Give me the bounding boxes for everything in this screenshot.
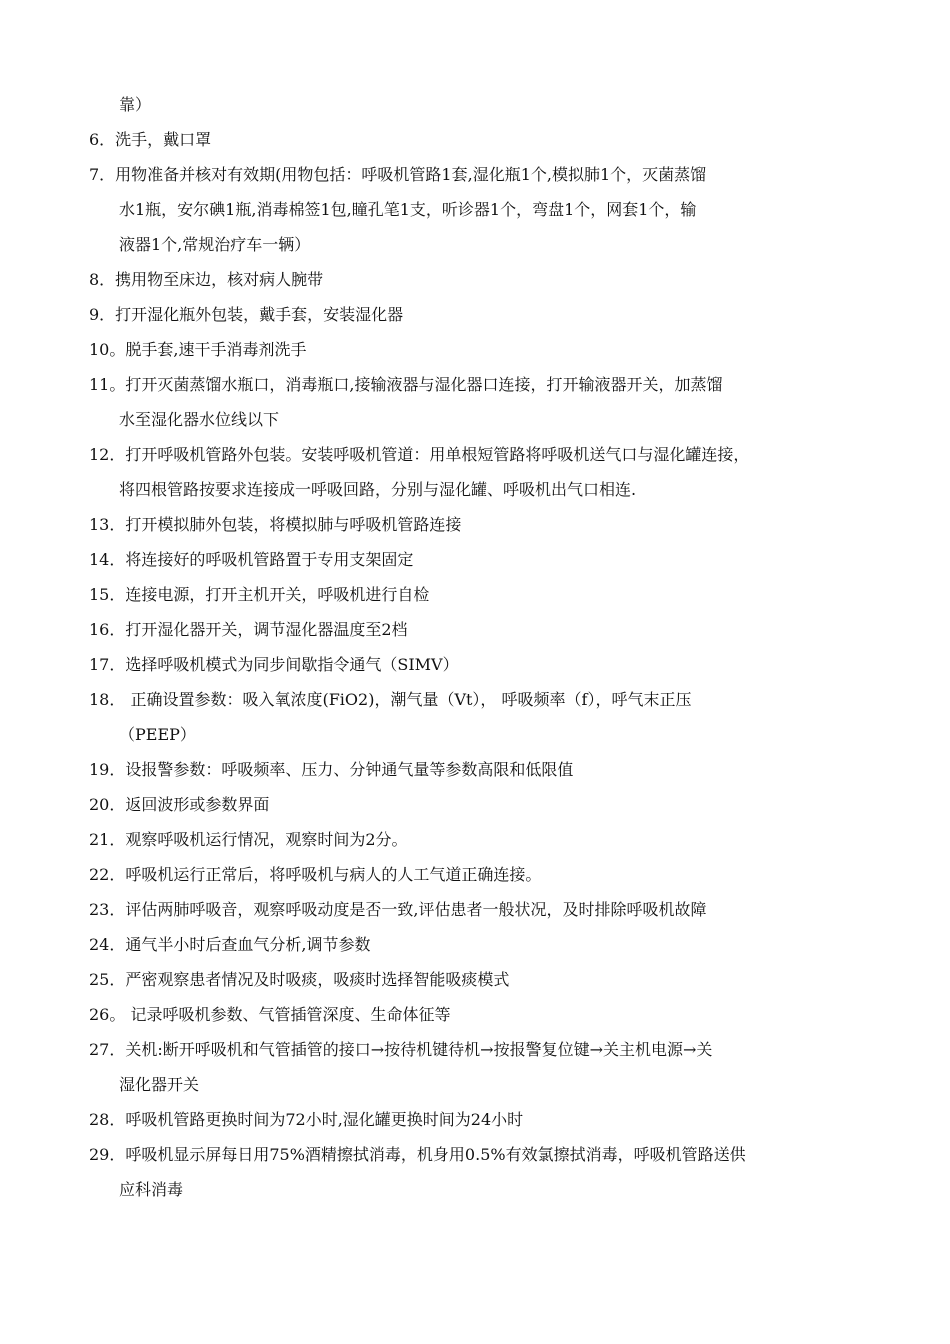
list-item-22: 22．呼吸机运行正常后，将呼吸机与病人的人工气道正确连接。 [89,865,542,884]
list-item-15: 15．连接电源，打开主机开关，呼吸机进行自检 [89,585,430,604]
list-item-27: 27．关机:断开呼吸机和气管插管的接口→按待机键待机→按报警复位键→关主机电源→关 [89,1040,713,1059]
text-line: 靠） [119,95,152,114]
list-item-19: 19．设报警参数：呼吸频率、压力、分钟通气量等参数高限和低限值 [89,760,574,779]
list-item-20: 20．返回波形或参数界面 [89,795,270,814]
list-item-14: 14．将连接好的呼吸机管路置于专用支架固定 [89,550,414,569]
list-item-27-continued: 湿化器开关 [119,1075,200,1094]
list-item-11-continued: 水至湿化器水位线以下 [119,410,280,429]
list-item-23: 23．评估两肺呼吸音，观察呼吸动度是否一致,评估患者一般状况，及时排除呼吸机故障 [89,900,707,919]
list-item-12: 12．打开呼吸机管路外包装。安装呼吸机管道：用单根短管路将呼吸机送气口与湿化罐连接， [89,445,750,464]
list-item-9: 9．打开湿化瓶外包装，戴手套，安装湿化器 [89,305,404,324]
list-item-10: 10。脱手套,速干手消毒剂洗手 [89,340,307,359]
list-item-25: 25．严密观察患者情况及时吸痰，吸痰时选择智能吸痰模式 [89,970,510,989]
list-item-16: 16．打开湿化器开关，调节湿化器温度至2档 [89,620,408,639]
list-item-8: 8．携用物至床边，核对病人腕带 [89,270,324,289]
list-item-11: 11。打开灭菌蒸馏水瓶口，消毒瓶口,接输液器与湿化器口连接，打开输液器开关，加蒸馏 [89,375,723,394]
list-item-12-continued: 将四根管路按要求连接成一呼吸回路，分别与湿化罐、呼吸机出气口相连. [119,480,637,499]
list-item-26: 26。 记录呼吸机参数、气管插管深度、生命体征等 [89,1005,451,1024]
list-item-17: 17．选择呼吸机模式为同步间歇指令通气（SIMV） [89,655,459,674]
list-item-18: 18． 正确设置参数：吸入氧浓度(FiO2)，潮气量（Vt）， 呼吸频率（f），呼气末正压 [89,690,692,709]
list-item-6: 6．洗手，戴口罩 [89,130,212,149]
list-item-29: 29．呼吸机显示屏每日用75%酒精擦拭消毒，机身用0.5%有效氯擦拭消毒，呼吸机管路送供 [89,1145,746,1164]
list-item-7-continued: 水1瓶，安尔碘1瓶,消毒棉签1包,瞳孔笔1支，听诊器1个，弯盘1个，网套1个，输 [119,200,697,219]
list-item-21: 21．观察呼吸机运行情况，观察时间为2分。 [89,830,408,849]
list-item-18-continued: （PEEP） [119,725,196,744]
list-item-7: 7．用物准备并核对有效期(用物包括：呼吸机管路1套,湿化瓶1个,模拟肺1个，灭菌蒸馏 [89,165,707,184]
list-item-13: 13．打开模拟肺外包装，将模拟肺与呼吸机管路连接 [89,515,462,534]
list-item-24: 24．通气半小时后查血气分析,调节参数 [89,935,371,954]
list-item-28: 28．呼吸机管路更换时间为72小时,湿化罐更换时间为24小时 [89,1110,524,1129]
list-item-7-continued: 液器1个,常规治疗车一辆） [119,235,311,254]
list-item-29-continued: 应科消毒 [119,1180,184,1199]
